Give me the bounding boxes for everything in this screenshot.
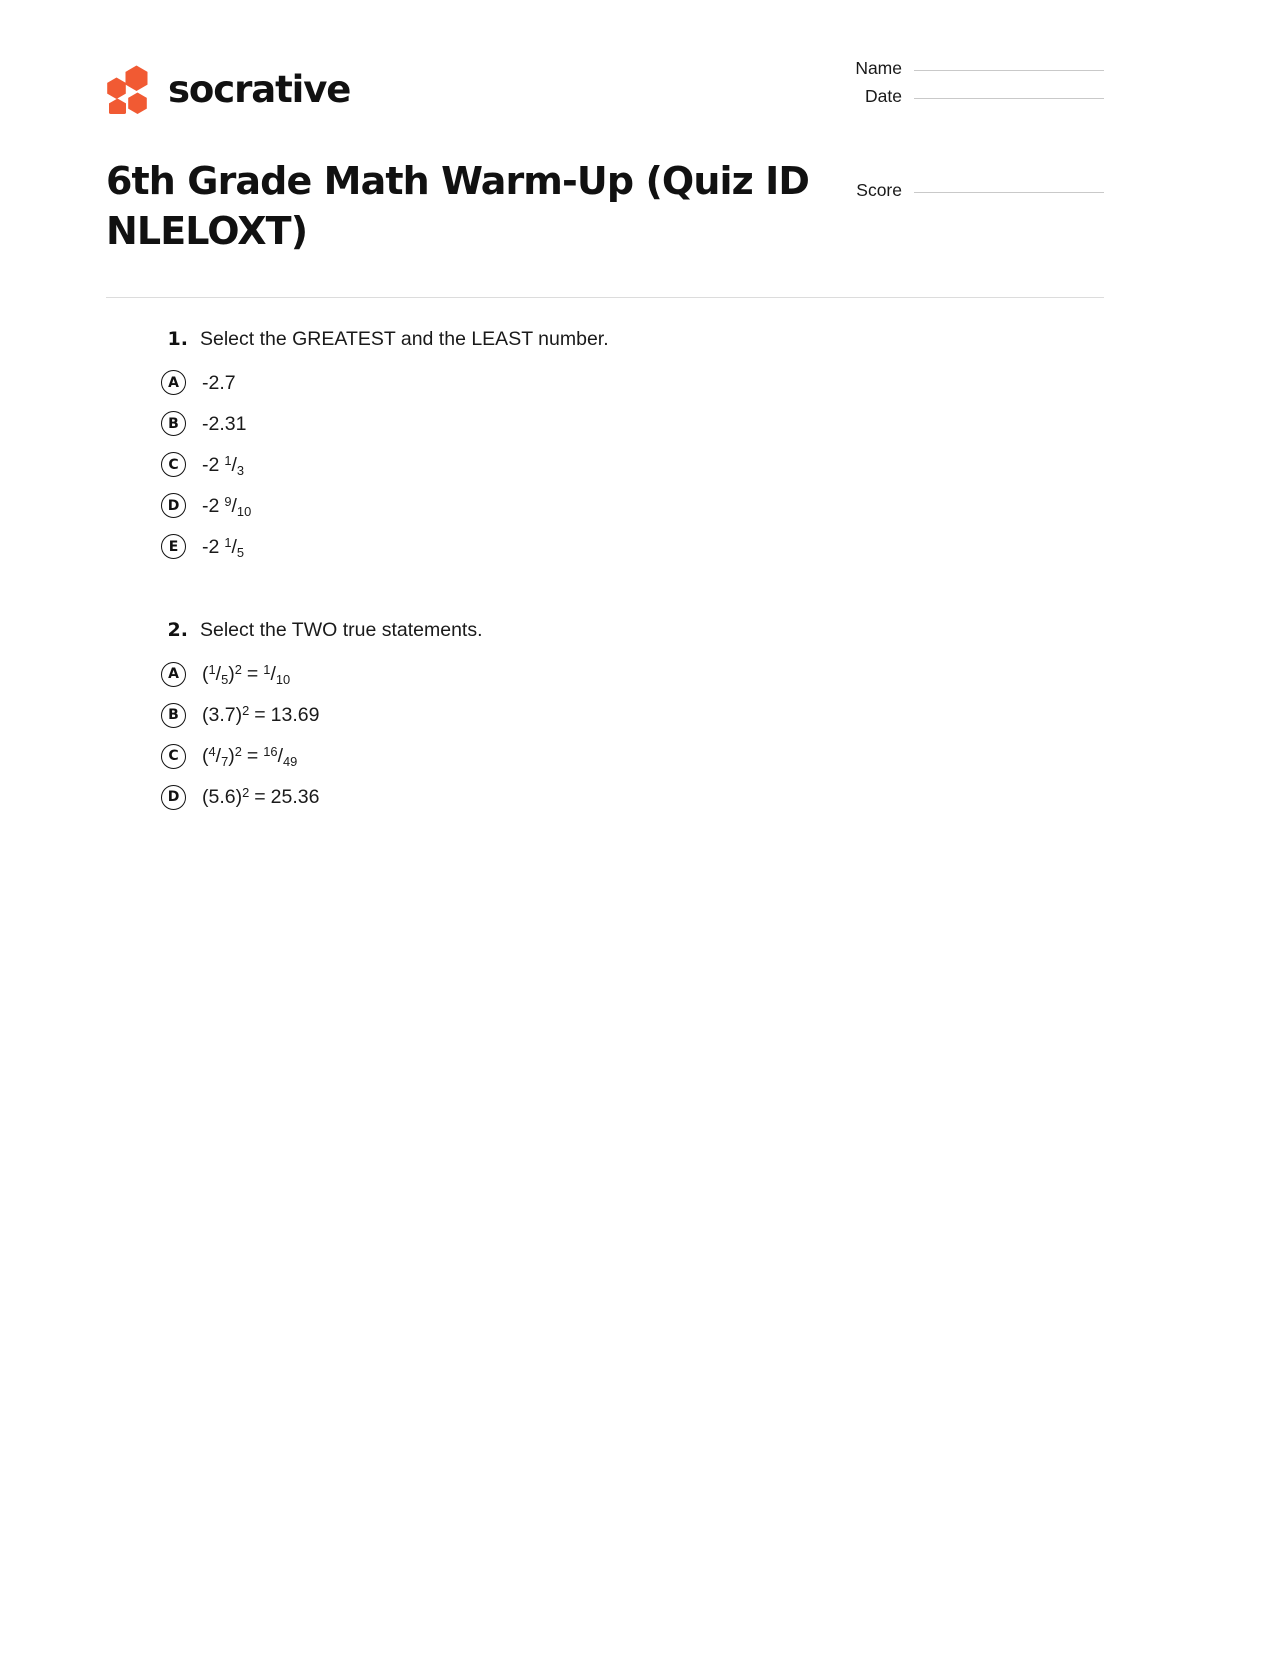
option-2c-letter: C — [161, 744, 186, 769]
option-1b-text: -2.31 — [202, 412, 247, 435]
option-1c-text — [202, 453, 244, 477]
option-2d-letter: D — [161, 785, 186, 810]
question-1-header — [106, 326, 1104, 353]
questions-list — [106, 326, 1104, 868]
question-2 — [106, 617, 1104, 817]
name-field-row — [774, 58, 1104, 79]
question-1-number: 1. — [167, 328, 188, 350]
fraction-slash-icon: / — [231, 535, 237, 558]
date-field-label: Date — [865, 86, 902, 106]
option-2a-text: $(^1/_5)^2 = ^1/_{10}$ — [202, 661, 291, 688]
option-1d[interactable] — [161, 485, 1104, 526]
option-1e-text — [202, 535, 244, 559]
option-1a-letter: A — [161, 370, 186, 395]
option-1c-denominator: 3 — [236, 462, 245, 478]
question-1-prompt: Select the GREATEST and the LEAST number. — [200, 328, 609, 350]
page-header — [106, 58, 1104, 258]
option-1a[interactable] — [161, 362, 1104, 403]
socrative-hexagon-logo-icon — [106, 64, 152, 114]
option-1d-text — [202, 494, 251, 518]
option-2d[interactable] — [161, 777, 1104, 818]
option-1c[interactable] — [161, 444, 1104, 485]
option-1d-whole: -2 — [202, 494, 220, 517]
option-1c-letter: C — [161, 452, 186, 477]
option-2b-letter: B — [161, 703, 186, 728]
option-1c-whole: -2 — [202, 453, 220, 476]
option-2c-text: $(^4/_7)^2 = ^{16}/_{49}$ — [202, 743, 298, 770]
option-2a[interactable] — [161, 654, 1104, 695]
option-2c[interactable] — [161, 736, 1104, 777]
option-1b-letter: B — [161, 411, 186, 436]
option-1d-letter: D — [161, 493, 186, 518]
option-1d-denominator: 10 — [236, 503, 252, 519]
question-2-header — [106, 617, 1104, 644]
option-1e-letter: E — [161, 534, 186, 559]
option-1d-fraction — [224, 494, 251, 518]
date-field-line[interactable] — [914, 98, 1104, 99]
question-2-options — [106, 654, 1104, 818]
question-2-prompt: Select the TWO true statements. — [200, 619, 483, 642]
name-field-label: Name — [855, 58, 902, 78]
header-divider — [106, 297, 1104, 298]
question-1 — [106, 326, 1104, 567]
brand-logo — [106, 64, 350, 114]
option-1c-numerator: 1 — [224, 452, 232, 468]
fraction-slash-icon: / — [231, 494, 237, 517]
option-2d-text: $(5.6)^2 = 25.36$ — [202, 784, 320, 808]
page-title: 6th Grade Math Warm-Up (Quiz ID NLELOXT) — [106, 159, 810, 254]
option-1a-text: -2.7 — [202, 371, 236, 394]
option-1e-fraction — [224, 535, 244, 559]
option-2a-letter: A — [161, 662, 186, 687]
option-1b[interactable] — [161, 403, 1104, 444]
brand-name: socrative — [168, 67, 351, 111]
option-1e[interactable] — [161, 526, 1104, 567]
score-field-line[interactable] — [914, 192, 1104, 193]
question-1-options — [106, 362, 1104, 567]
option-2b-text: $(3.7)^2 = 13.69$ — [202, 702, 320, 726]
fraction-slash-icon: / — [231, 453, 237, 476]
option-1e-denominator: 5 — [236, 544, 245, 560]
option-1e-numerator: 1 — [224, 534, 232, 550]
name-field-line[interactable] — [914, 70, 1104, 71]
option-1d-numerator: 9 — [224, 493, 232, 509]
score-field-label: Score — [856, 180, 902, 200]
option-1e-whole: -2 — [202, 535, 220, 558]
date-field-row — [774, 86, 1104, 107]
option-2b[interactable] — [161, 695, 1104, 736]
question-2-number: 2. — [167, 619, 188, 642]
option-1c-fraction — [224, 453, 244, 477]
